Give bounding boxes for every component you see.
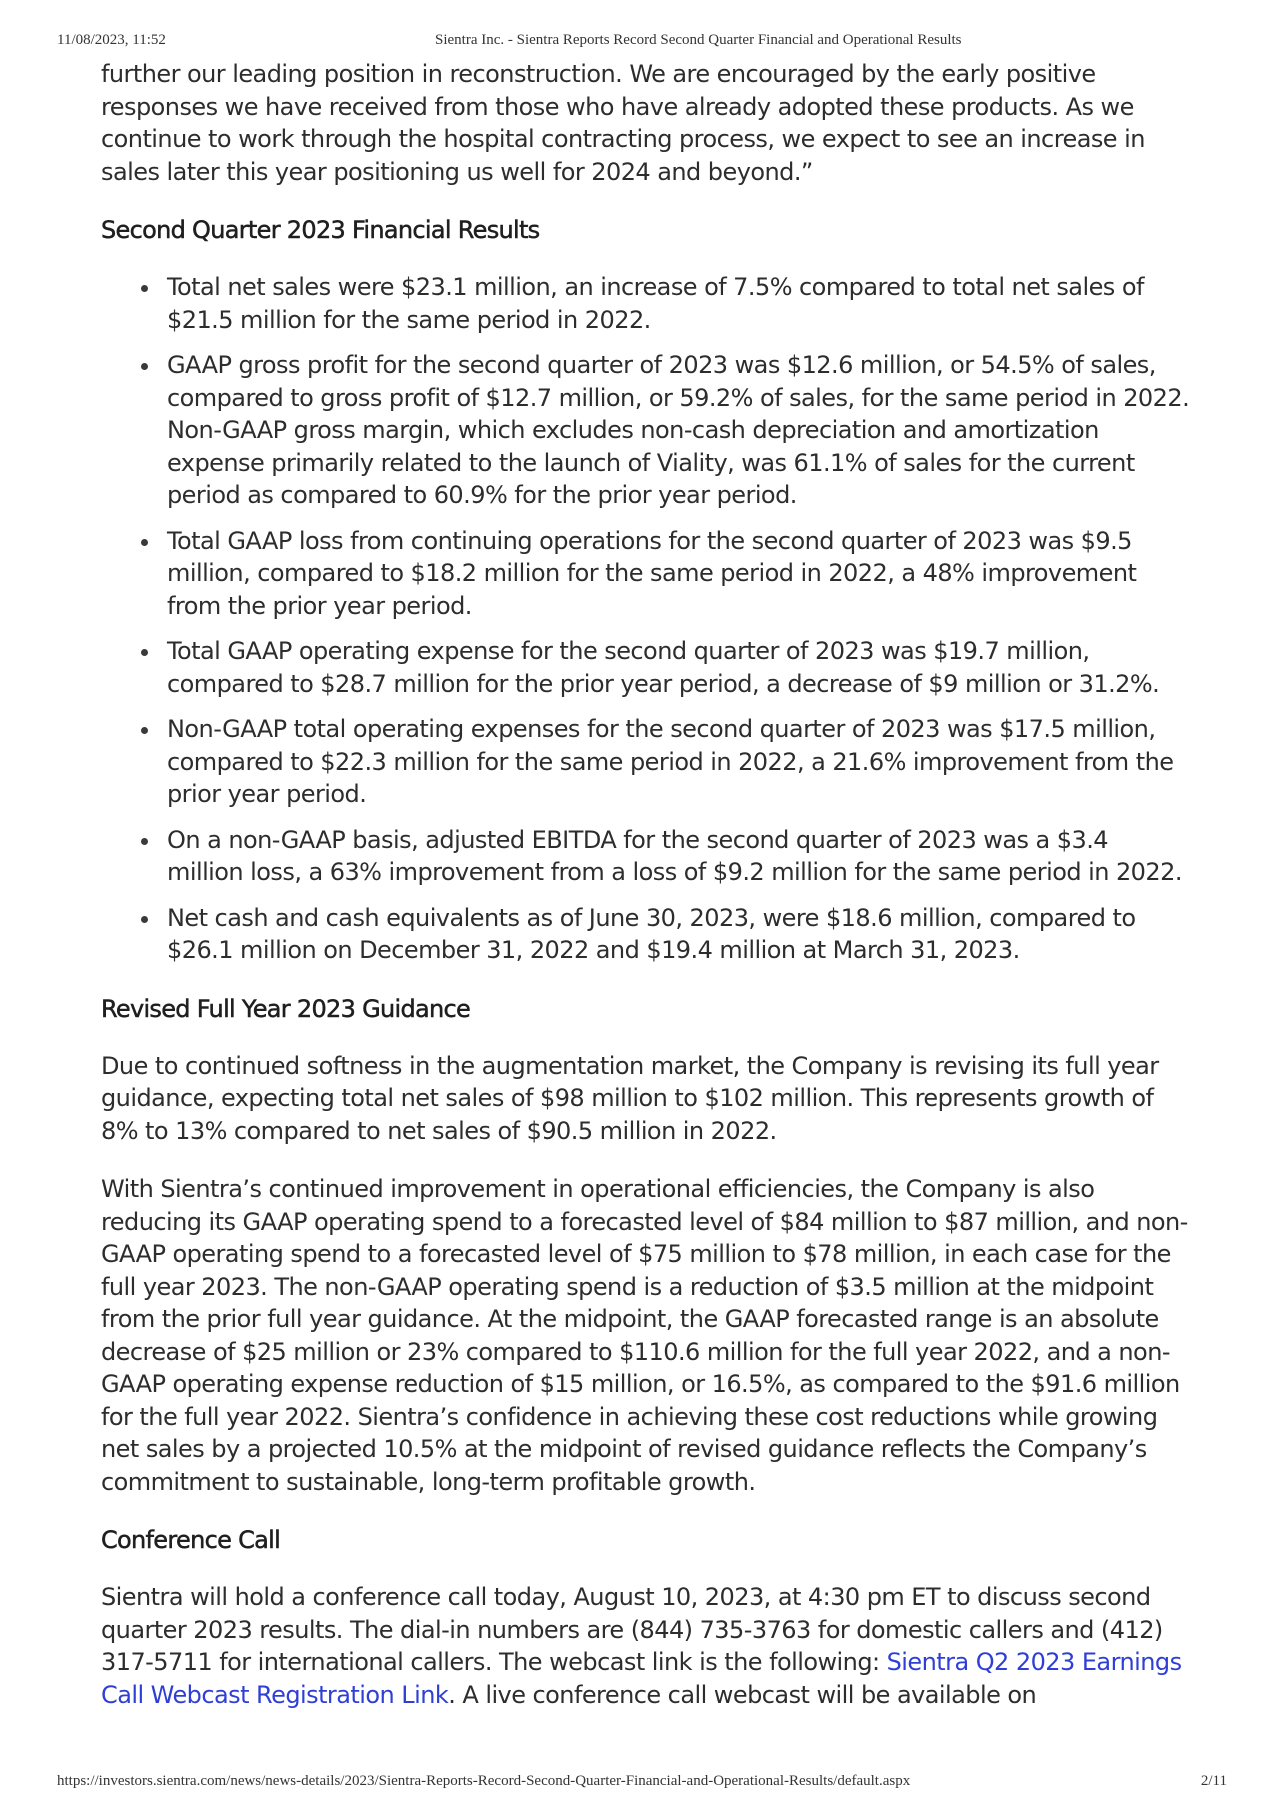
list-item-text: GAAP gross profit for the second quarter of 2023 was $12.6 million, or 54.5% of sales, compared to gross profit of $12.7 million, or 59.2% of sales, for the same period in 2022. Non-GAAP gross margin, which excludes non-cash depreciation and amortization expense primarily related to the launch of Viality, was 61.1% of sales for the current period as compared to 60.9% for the prior year period. — [167, 351, 1190, 509]
print-url: https://investors.sientra.com/news/news-details/2023/Sientra-Reports-Record-Second-Quarter-Financial-and-Operational-Results/default.aspx — [57, 1773, 911, 1789]
page-number: 2/11 — [1200, 1773, 1227, 1789]
list-item — [167, 635, 1191, 700]
list-item — [167, 349, 1191, 512]
financial-results-list — [101, 271, 1191, 967]
bullet-dot-icon — [141, 727, 148, 734]
bullet-dot-icon — [141, 539, 148, 546]
list-item — [167, 824, 1191, 889]
list-item-text: Total GAAP loss from continuing operations for the second quarter of 2023 was $9.5 million, compared to $18.2 million for the same period in 2022, a 48% improvement from the prior year period. — [167, 526, 1137, 620]
print-footer — [0, 1773, 1280, 1793]
bullet-dot-icon — [141, 838, 148, 845]
article-body — [101, 58, 1191, 1737]
list-item — [167, 902, 1191, 967]
intro-paragraph: further our leading position in reconstruction. We are encouraged by the early positive responses we have received from those who have already adopted these products. As we continue to work through the hospital contracting process, we expect to see an increase in sales later this year positioning us well for 2024 and beyond.” — [101, 60, 1145, 186]
list-item — [167, 271, 1191, 336]
conference-call-text-continued: . A live conference call webcast will be available on — [448, 1680, 1037, 1709]
guidance-heading: Revised Full Year 2023 Guidance — [101, 994, 471, 1023]
bullet-dot-icon — [141, 285, 148, 292]
bullet-dot-icon — [141, 363, 148, 370]
conference-call-heading: Conference Call — [101, 1526, 281, 1554]
list-item — [167, 525, 1191, 623]
financial-results-heading: Second Quarter 2023 Financial Results — [101, 216, 540, 244]
print-header — [0, 32, 1280, 52]
list-item-text: Non-GAAP total operating expenses for the second quarter of 2023 was $17.5 million, compared to $22.3 million for the same period in 2022, a 21.6% improvement from the prior year period. — [167, 715, 1174, 808]
list-item — [167, 713, 1191, 811]
conference-call-paragraph — [101, 1581, 1191, 1711]
list-item-text: Total net sales were $23.1 million, an increase of 7.5% compared to total net sales of $21.5 million for the same period in 2022. — [167, 273, 1144, 334]
bullet-dot-icon — [141, 916, 148, 923]
list-item-text: Total GAAP operating expense for the second quarter of 2023 was $19.7 million, compared to $28.7 million for the prior year period, a decrease of $9 million or 31.2%. — [167, 637, 1160, 698]
print-datetime: 11/08/2023, 11:52 — [57, 32, 166, 48]
list-item-text: Net cash and cash equivalents as of June 30, 2023, were $18.6 million, compared to $26.1 million on December 31, 2022 and $19.4 million at March 31, 2023. — [167, 903, 1136, 964]
guidance-paragraph-1: Due to continued softness in the augmentation market, the Company is revising its full year guidance, expecting total net sales of $98 million to $102 million. This represents growth of 8% to 13% compared to net sales of $90.5 million in 2022. — [101, 1051, 1159, 1145]
webcast-registration-link[interactable]: Sientra Q2 2023 Earnings Call Webcast Registration Link — [101, 1648, 1182, 1709]
bullet-dot-icon — [141, 649, 148, 656]
guidance-paragraph-2: With Sientra’s continued improvement in operational efficiencies, the Company is also reducing its GAAP operating spend to a forecasted level of $84 million to $87 million, and non-GAAP operating spend to a forecasted level of $75 million to $78 million, in each case for the full year 2023. The non-GAAP operating spend is a reduction of $3.5 million at the midpoint from the prior full year guidance. At the midpoint, the GAAP forecasted range is an absolute decrease of $25 million or 23% compared to $110.6 million for the full year 2022, and a non-GAAP operating expense reduction of $15 million, or 16.5%, as compared to the $91.6 million for the full year 2022. Sientra’s confidence in achieving these cost reductions while growing net sales by a projected 10.5% at the midpoint of revised guidance reflects the Company’s commitment to sustainable, long-term profitable growth. — [101, 1175, 1188, 1496]
conference-call-text: Sientra will hold a conference call today, August 10, 2023, at 4:30 pm ET to discuss second quarter 2023 results. The dial-in numbers are (844) 735-3763 for domestic callers and (412) 317-5711 for international callers. The webcast link is the following: — [101, 1583, 1163, 1676]
print-document-title: Sientra Inc. - Sientra Reports Record Second Quarter Financial and Operational Results — [435, 32, 962, 48]
list-item-text: On a non-GAAP basis, adjusted EBITDA for the second quarter of 2023 was a $3.4 million loss, a 63% improvement from a loss of $9.2 million for the same period in 2022. — [167, 825, 1182, 886]
